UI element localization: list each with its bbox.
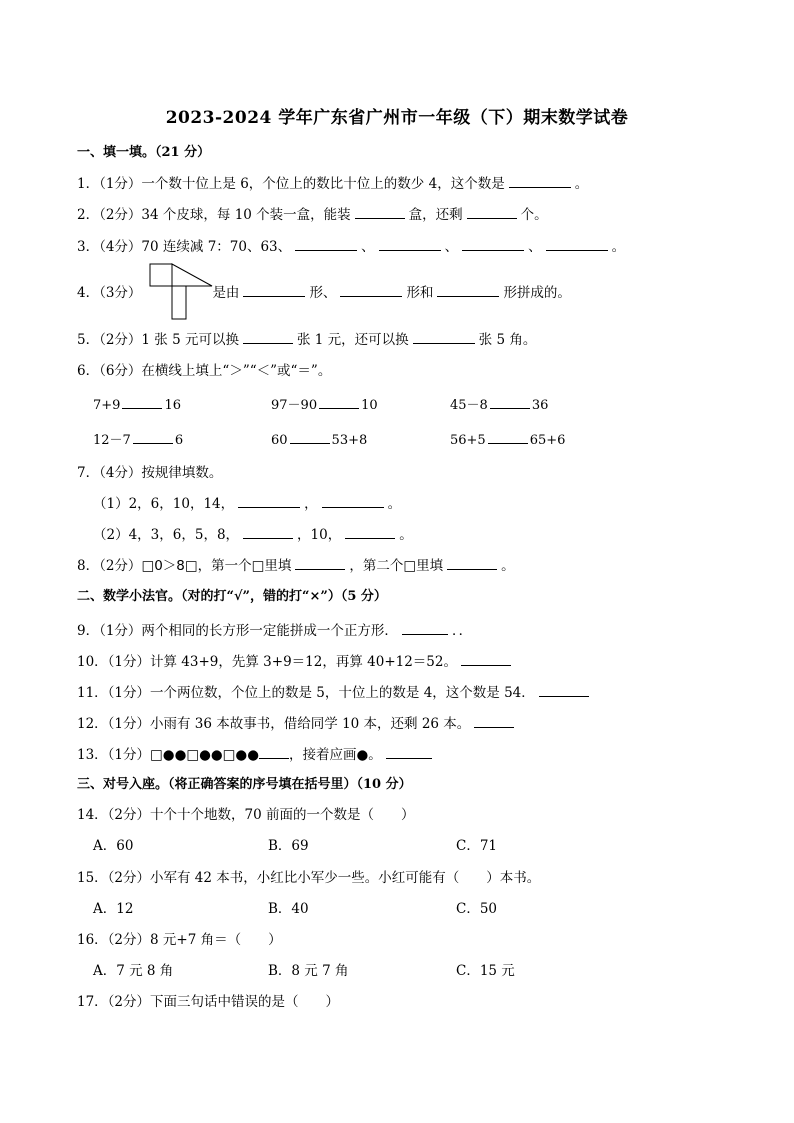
question-16: 16．（2分）8 元+7 角＝（ ）	[77, 932, 282, 948]
answer-blank[interactable]	[243, 282, 305, 297]
option-c[interactable]: C．71	[456, 838, 498, 854]
question-1: 1．（1分）一个数十位上是 6，个位上的数比十位上的数少 4，这个数是 。	[77, 173, 588, 194]
compare-item: 97－90 10	[271, 394, 378, 416]
section-1-heading: 一、填一填。（21 分）	[77, 145, 211, 160]
answer-blank[interactable]	[413, 329, 475, 344]
answer-blank[interactable]	[133, 429, 173, 444]
compare-item: 45－8 36	[450, 394, 548, 416]
answer-blank[interactable]	[488, 429, 528, 444]
option-c[interactable]: C．50	[456, 901, 498, 917]
page-title: 2023-2024 学年广东省广州市一年级（下）期末数学试卷	[165, 108, 629, 128]
question-14: 14．（2分）十个十个地数，70 前面的一个数是（ ）	[77, 807, 415, 823]
question-3: 3．（4分）70 连续减 7：70、63、 、 、 、 。	[77, 236, 625, 257]
option-a[interactable]: A．12	[93, 901, 134, 917]
answer-blank[interactable]	[467, 204, 517, 219]
answer-blank[interactable]	[546, 236, 608, 251]
question-4: 4．（3分） 是由 形、 形和 形拼成的。	[77, 282, 571, 303]
option-a[interactable]: A．60	[93, 838, 134, 854]
option-b[interactable]: B．8 元 7 角	[268, 963, 349, 979]
question-6: 6．（6分）在横线上填上“＞”“＜”或“＝”。	[77, 363, 332, 379]
section-3-heading: 三、对号入座。（将正确答案的序号填在括号里）（10 分）	[77, 777, 412, 792]
compare-item: 12－7 6	[93, 429, 183, 451]
answer-blank[interactable]	[355, 204, 405, 219]
question-12: 12．（1分）小雨有 36 本故事书，借给同学 10 本，还剩 26 本。	[77, 713, 518, 734]
answer-blank[interactable]	[243, 329, 293, 344]
answer-blank[interactable]	[447, 555, 497, 570]
compare-item: 7+9 16	[93, 394, 181, 416]
answer-blank[interactable]	[461, 651, 511, 666]
question-7-part-2: （2）4，3，6，5，8， ，10， 。	[93, 524, 413, 545]
question-5: 5．（2分）1 张 5 元可以换 张 1 元，还可以换 张 5 角。	[77, 329, 536, 350]
answer-blank[interactable]	[259, 744, 289, 759]
answer-blank[interactable]	[340, 282, 402, 297]
answer-blank[interactable]	[122, 394, 162, 409]
section-2-heading: 二、数学小法官。（对的打“√”，错的打“×”）（5 分）	[77, 589, 387, 604]
question-17: 17．（2分）下面三句话中错误的是（ ）	[77, 994, 340, 1010]
answer-blank[interactable]	[474, 713, 514, 728]
question-9: 9．（1分）两个相同的长方形一定能拼成一个正方形． ．．	[77, 620, 472, 641]
question-11: 11．（1分）一个两位数，个位上的数是 5，十位上的数是 4，这个数是 54．	[77, 682, 593, 703]
answer-blank[interactable]	[490, 394, 530, 409]
question-15: 15．（2分）小军有 42 本书，小红比小军少一些。小红可能有（ ）本书。	[77, 870, 541, 886]
answer-blank[interactable]	[290, 429, 330, 444]
answer-blank[interactable]	[295, 236, 357, 251]
answer-blank[interactable]	[238, 493, 300, 508]
question-8: 8．（2分）□0＞8□，第一个□里填 ，第二个□里填 。	[77, 555, 515, 576]
option-c[interactable]: C．15 元	[456, 963, 515, 979]
answer-blank[interactable]	[319, 394, 359, 409]
compare-item: 60 53+8	[271, 429, 367, 451]
answer-blank[interactable]	[386, 744, 432, 759]
answer-blank[interactable]	[462, 236, 524, 251]
question-7-part-1: （1）2，6，10，14， ， 。	[93, 493, 401, 514]
answer-blank[interactable]	[345, 524, 395, 539]
question-2: 2．（2分）34 个皮球，每 10 个装一盒，能装 盒，还剩 个。	[77, 204, 548, 225]
answer-blank[interactable]	[402, 620, 448, 635]
answer-blank[interactable]	[539, 682, 589, 697]
question-13: 13．（1分）□●●□●●□●● ，接着应画●。	[77, 744, 436, 765]
answer-blank[interactable]	[295, 555, 345, 570]
answer-blank[interactable]	[437, 282, 499, 297]
answer-blank[interactable]	[509, 173, 571, 188]
option-a[interactable]: A．7 元 8 角	[93, 963, 174, 979]
question-10: 10．（1分）计算 43+9，先算 3+9＝12，再算 40+12＝52。	[77, 651, 515, 672]
option-b[interactable]: B．40	[268, 901, 309, 917]
answer-blank[interactable]	[322, 493, 384, 508]
question-7: 7．（4分）按规律填数。	[77, 465, 223, 481]
answer-blank[interactable]	[243, 524, 293, 539]
option-b[interactable]: B．69	[268, 838, 309, 854]
answer-blank[interactable]	[379, 236, 441, 251]
compare-item: 56+5 65+6	[450, 429, 565, 451]
